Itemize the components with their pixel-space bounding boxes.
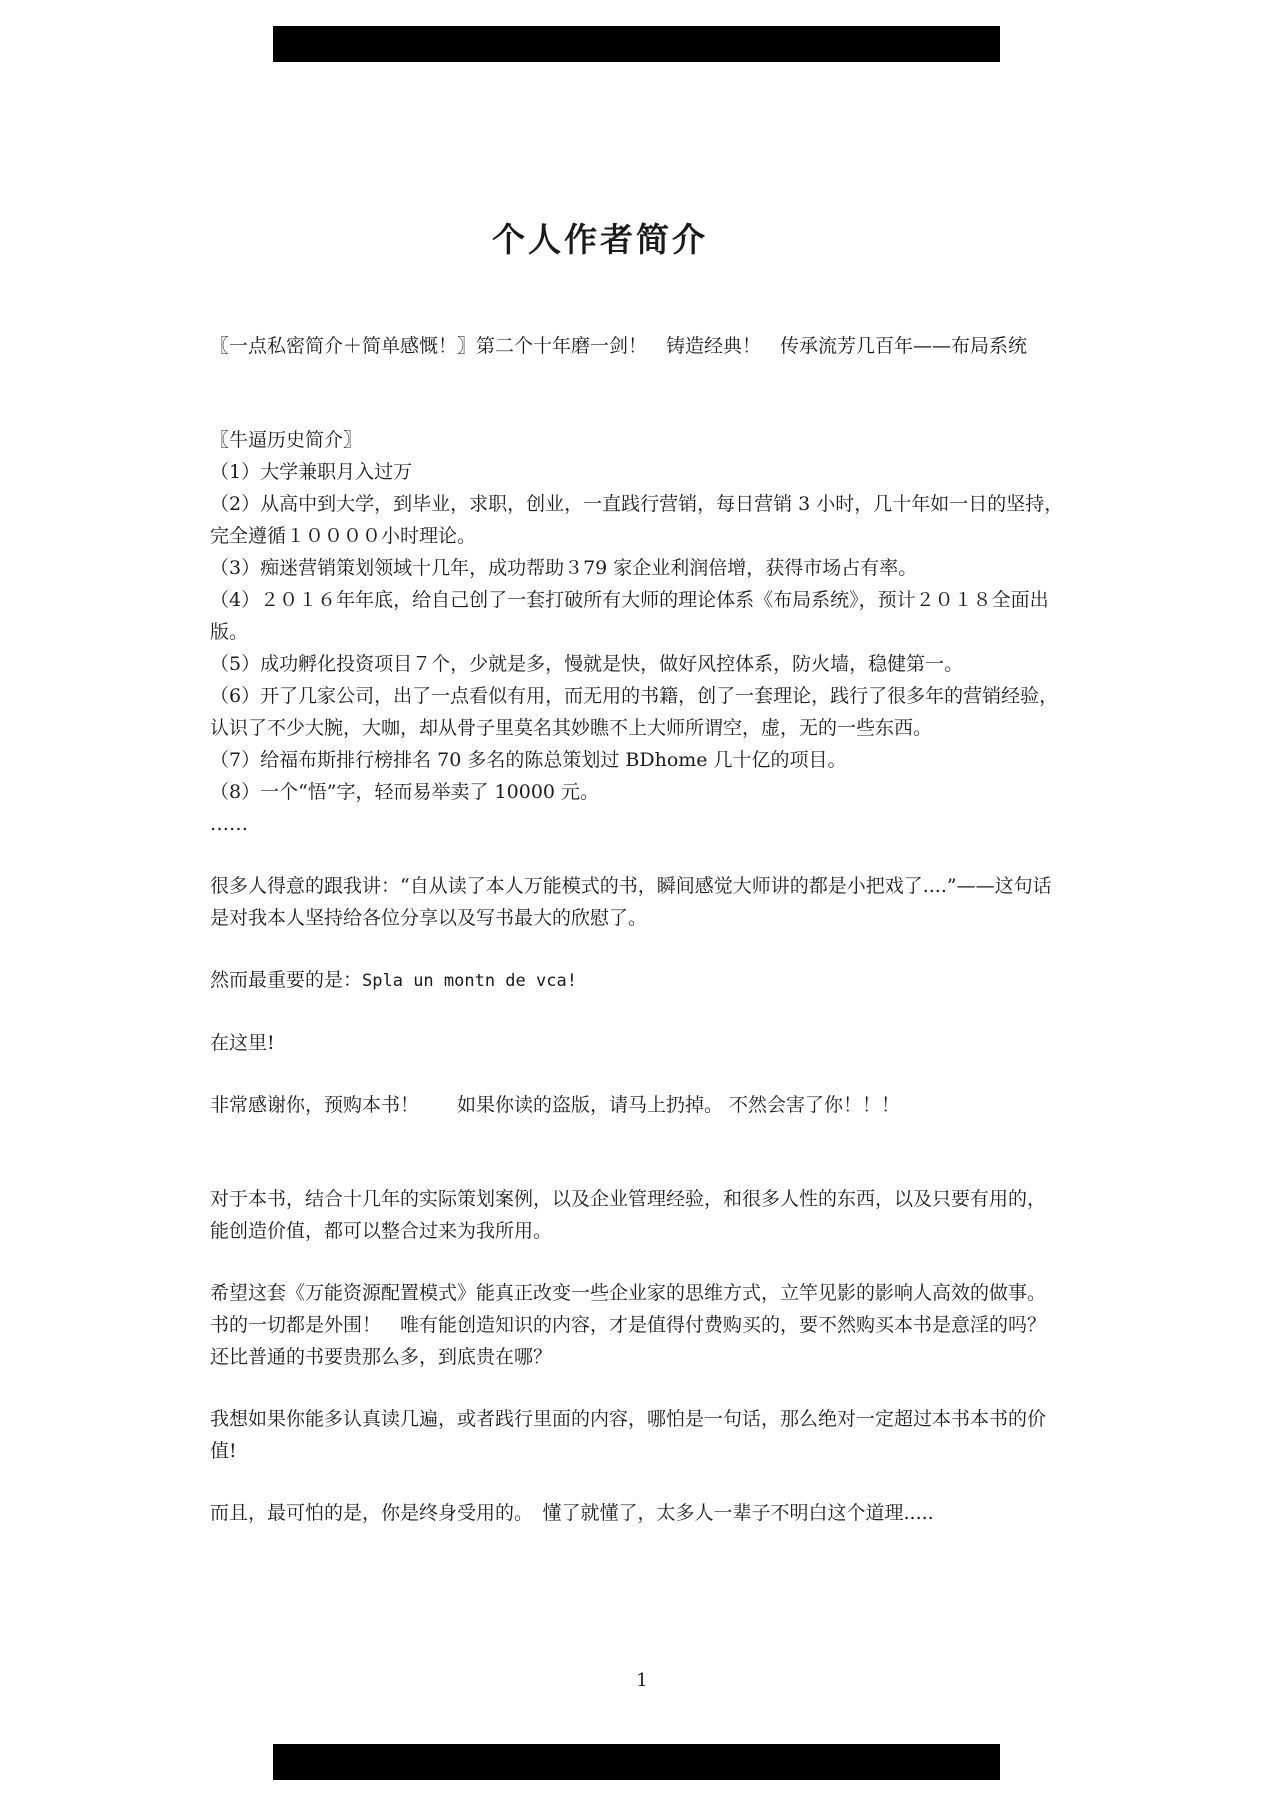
lifelong-paragraph: 而且，最可怕的是，你是终身受用的。 懂了就懂了，太多人一辈子不明白这个道理..... — [210, 1502, 934, 1524]
history-item-4: （4）２０１６年年底，给自己创了一套打破所有大师的理论体系《布局系统》，预计２０１８全面出版。 — [210, 589, 1049, 643]
important-paragraph — [210, 964, 1064, 997]
history-item-5: （5）成功孵化投资项目７个，少就是多，慢就是快，做好风控体系，防火墙，稳健第一。 — [210, 653, 964, 675]
history-item-3: （3）痴迷营销策划领域十几年，成功帮助３79 家企业利润倍增，获得市场占有率。 — [210, 557, 918, 579]
page-number: 1 — [636, 1670, 648, 1691]
redaction-bar-top — [273, 26, 1000, 62]
history-item-6: （6）开了几家公司，出了一点看似有用，而无用的书籍，创了一套理论，践行了很多年的营销经验，认识了不少大腕，大咖，却从骨子里莫名其妙瞧不上大师所谓空，虚，无的一些东西。 — [210, 685, 1059, 739]
here-paragraph: 在这里! — [210, 1032, 275, 1054]
page-title: 个人作者简介 — [492, 220, 708, 259]
history-item-1: （1）大学兼职月入过万 — [210, 461, 413, 483]
value-paragraph: 我想如果你能多认真读几遍，或者践行里面的内容，哪怕是一句话，那么绝对一定超过本书本书的价值! — [210, 1408, 1047, 1462]
important-text: Spla un montn de vca! — [362, 971, 577, 991]
thanks-paragraph: 非常感谢你，预购本书！ 如果你读的盗版，请马上扔掉。 不然会害了你！！！ — [210, 1094, 901, 1116]
history-item-7: （7）给福布斯排行榜排名 70 多名的陈总策划过 BDhome 几十亿的项目。 — [210, 749, 847, 771]
history-heading: 〖牛逼历史简介〗 — [210, 429, 363, 451]
hope-paragraph: 希望这套《万能资源配置模式》能真正改变一些企业家的思维方式，立竿见影的影响人高效的做事。 — [210, 1282, 1047, 1304]
important-label: 然而最重要的是： — [210, 969, 363, 991]
intro-paragraph: 〖一点私密简介＋简单感慨！〗第二个十年磨一剑！ 铸造经典！ 传承流芳几百年——布局系统 — [210, 335, 1028, 357]
history-item-2: （2）从高中到大学，到毕业，求职，创业，一直践行营销，每日营销 3 小时，几十年如一日的坚持，完全遵循１００００小时理论。 — [210, 493, 1064, 547]
document-body — [210, 330, 1064, 1529]
history-item-8: （8）一个“悟”字，轻而易举卖了 10000 元。 — [210, 781, 600, 803]
about-book-paragraph: 对于本书，结合十几年的实际策划案例，以及企业管理经验，和很多人性的东西，以及只要有用的，能创造价值，都可以整合过来为我所用。 — [210, 1188, 1047, 1242]
quote-paragraph: 很多人得意的跟我讲：“自从读了本人万能模式的书，瞬间感觉大师讲的都是小把戏了....”——这句话是对我本人坚持给各位分享以及写书最大的欣慰了。 — [210, 875, 1052, 929]
ellipsis: …… — [210, 813, 248, 835]
redaction-bar-bottom — [273, 1744, 1000, 1780]
external-paragraph: 书的一切都是外围！ 唯有能创造知识的内容，才是值得付费购买的，要不然购买本书是意淫的吗？ 还比普通的书要贵那么多，到底贵在哪？ — [210, 1314, 1066, 1368]
